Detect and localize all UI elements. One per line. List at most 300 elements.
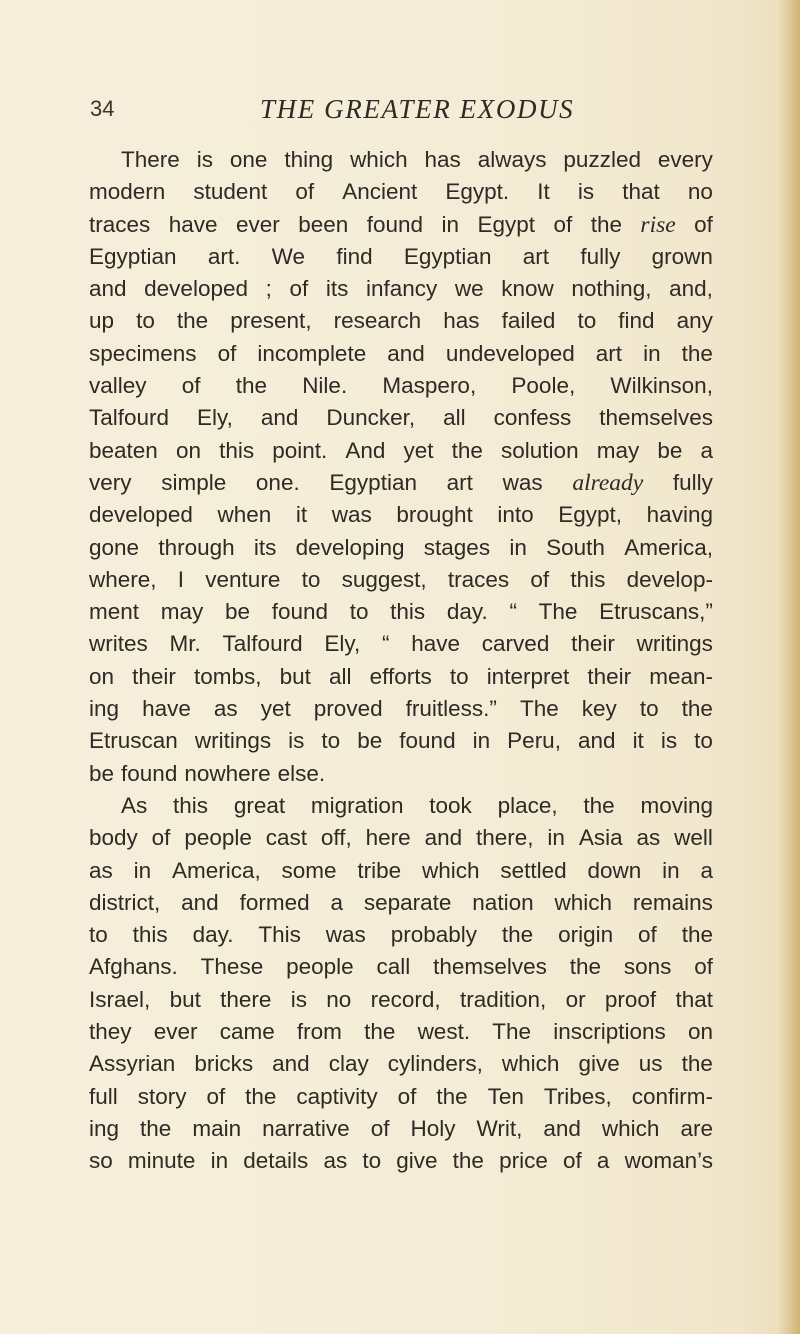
- word: one: [229, 147, 268, 172]
- word: to: [362, 1148, 382, 1174]
- text-line: [89, 273, 713, 305]
- word: stages: [423, 534, 491, 560]
- word: in: [210, 1148, 229, 1174]
- word: incomplete: [257, 340, 367, 366]
- word: it: [295, 502, 308, 528]
- word: nation: [472, 889, 534, 915]
- text-line: [89, 564, 713, 596]
- word: ever: [153, 1019, 198, 1045]
- word: where,: [89, 566, 157, 592]
- word: of: [563, 1148, 582, 1174]
- word: may: [160, 599, 204, 625]
- word: their: [571, 631, 615, 657]
- word: point.: [272, 437, 328, 463]
- word: as: [323, 1148, 348, 1174]
- word: Assyrian: [89, 1051, 176, 1077]
- word: tradition,: [459, 986, 547, 1012]
- text-line: [89, 855, 713, 887]
- word: Asia: [578, 825, 623, 851]
- word: valley: [89, 373, 147, 399]
- word: simple: [161, 469, 227, 495]
- word: minute: [127, 1148, 196, 1174]
- word: probably: [390, 922, 478, 948]
- word: moving: [640, 792, 713, 818]
- word: undeveloped: [445, 340, 575, 366]
- word: of: [295, 179, 315, 205]
- word: Etruscan: [89, 728, 178, 754]
- word: Holy: [410, 1115, 456, 1141]
- word: sons: [623, 954, 672, 980]
- word: settled: [500, 857, 567, 883]
- text-line: [89, 1145, 713, 1177]
- word: always: [477, 147, 547, 172]
- word: of: [206, 1083, 226, 1109]
- word: all: [329, 663, 352, 689]
- word: there: [220, 986, 272, 1012]
- word: came: [219, 1019, 275, 1045]
- word: fully: [580, 243, 621, 269]
- word: in: [662, 857, 680, 883]
- word: thing: [284, 147, 334, 172]
- word: been: [298, 211, 349, 237]
- word: Wilkinson,: [610, 373, 713, 399]
- word: the: [681, 340, 713, 366]
- word: Ely,: [197, 405, 233, 431]
- word: “: [509, 599, 517, 625]
- word: of: [553, 211, 573, 237]
- word: Tribes,: [543, 1083, 612, 1109]
- word: to: [639, 696, 659, 722]
- word: the: [451, 437, 483, 463]
- word: Peru,: [507, 728, 561, 754]
- word: has: [443, 308, 480, 334]
- text-line: [89, 1048, 713, 1080]
- word: developed: [89, 502, 193, 528]
- word: Talfourd: [222, 631, 303, 657]
- word: cast: [265, 825, 308, 851]
- text-line: [89, 402, 713, 434]
- word: in: [133, 857, 152, 883]
- word: of: [370, 1115, 390, 1141]
- text-line: [89, 1016, 713, 1048]
- word: fully: [672, 469, 713, 495]
- word: it: [632, 728, 644, 754]
- text-line: [89, 532, 713, 564]
- word: ing: [89, 1115, 120, 1141]
- word: give: [578, 1051, 620, 1077]
- word: to: [89, 922, 108, 948]
- word: into: [497, 502, 534, 528]
- word: research: [333, 308, 422, 334]
- word: grown: [651, 243, 713, 269]
- word: of: [217, 340, 237, 366]
- word: the: [681, 922, 713, 948]
- word: I: [177, 566, 185, 592]
- word: to: [301, 566, 321, 592]
- word: find: [336, 243, 373, 269]
- word: place,: [497, 792, 558, 818]
- word: We: [271, 243, 306, 269]
- word: beaten: [89, 437, 158, 463]
- word: suggest,: [341, 566, 427, 592]
- word: its: [325, 276, 349, 302]
- text-line: [89, 435, 713, 467]
- word: gone: [89, 534, 140, 560]
- word: Egypt: [477, 211, 536, 237]
- word: have: [411, 631, 461, 657]
- word: to: [136, 308, 155, 334]
- word: which: [501, 1051, 560, 1077]
- word: be: [357, 728, 383, 754]
- word: on: [175, 437, 201, 463]
- text-line: [89, 919, 713, 951]
- word: and: [260, 405, 299, 431]
- word: clay: [328, 1051, 369, 1077]
- word: as: [89, 857, 113, 883]
- word: else.: [277, 760, 326, 786]
- word: confirm-: [631, 1083, 713, 1109]
- text-line: [89, 725, 713, 757]
- word: ing: [89, 696, 120, 722]
- word: Egypt,: [558, 502, 623, 528]
- page-edge-shading: [778, 0, 800, 1334]
- word: Egypt.: [445, 179, 510, 205]
- word: their: [587, 663, 632, 689]
- word: this: [132, 922, 168, 948]
- word: the: [681, 1051, 713, 1077]
- word: separate: [363, 889, 452, 915]
- word: no: [687, 179, 713, 205]
- text-line: [89, 1113, 713, 1145]
- text-line: [89, 144, 713, 176]
- word: The: [492, 1019, 532, 1045]
- word: writes: [89, 631, 148, 657]
- word: Egyptian: [403, 243, 492, 269]
- word: on: [89, 663, 115, 689]
- page-header: [90, 94, 730, 134]
- word: traces: [89, 211, 151, 237]
- text-line: [89, 822, 713, 854]
- word: venture: [205, 566, 281, 592]
- word: of: [181, 373, 201, 399]
- word: woman’s: [624, 1148, 713, 1174]
- word: Nile.: [302, 373, 348, 399]
- word: “: [381, 631, 390, 657]
- word: proof: [604, 986, 657, 1012]
- word: be: [657, 437, 683, 463]
- word: efforts: [369, 663, 432, 689]
- word: themselves: [433, 954, 547, 980]
- word: writings: [194, 728, 272, 754]
- word: in: [509, 534, 527, 560]
- word: its: [253, 534, 277, 560]
- text-line: [89, 499, 713, 531]
- word: key: [581, 696, 617, 722]
- word: the: [569, 954, 602, 980]
- word: rise: [640, 211, 676, 238]
- word: Etruscans,”: [599, 599, 713, 625]
- word: and: [543, 1115, 581, 1141]
- text-line: [89, 951, 713, 983]
- text-line: [89, 693, 713, 725]
- word: The: [538, 599, 578, 625]
- word: remains: [632, 889, 713, 915]
- text-line: [89, 1081, 713, 1113]
- word: that: [675, 986, 713, 1012]
- word: developed: [144, 276, 248, 302]
- word: which: [601, 1115, 660, 1141]
- word: having: [646, 502, 713, 528]
- word: These: [200, 954, 264, 980]
- word: the: [590, 211, 622, 237]
- word: tribe: [357, 857, 402, 883]
- word: great: [233, 792, 286, 818]
- word: is: [290, 986, 307, 1012]
- word: here: [365, 825, 411, 851]
- word: to: [577, 308, 597, 334]
- word: and,: [669, 276, 713, 302]
- word: Egyptian: [329, 469, 417, 495]
- word: record,: [370, 986, 441, 1012]
- word: inscriptions: [553, 1019, 666, 1045]
- word: It: [537, 179, 550, 205]
- word: of: [694, 211, 713, 237]
- word: a: [330, 889, 343, 915]
- word: is: [196, 147, 213, 172]
- word: already: [572, 469, 644, 496]
- word: yet: [403, 437, 434, 463]
- word: ;: [265, 276, 272, 302]
- word: day.: [446, 599, 488, 625]
- word: America,: [171, 857, 261, 883]
- word: in: [547, 825, 565, 851]
- word: as: [636, 825, 661, 851]
- word: art: [595, 340, 623, 366]
- text-line: [89, 887, 713, 919]
- word: a: [700, 437, 713, 463]
- word: found: [271, 599, 328, 625]
- word: main: [192, 1115, 242, 1141]
- word: call: [376, 954, 411, 980]
- word: when: [217, 502, 272, 528]
- word: their: [132, 663, 176, 689]
- word: in: [643, 340, 661, 366]
- word: which: [422, 857, 480, 883]
- word: bricks: [194, 1051, 254, 1077]
- word: the: [364, 1019, 396, 1045]
- word: very: [89, 469, 132, 495]
- text-line: [89, 241, 713, 273]
- word: and: [181, 889, 219, 915]
- word: brought: [396, 502, 473, 528]
- word: this: [219, 437, 255, 463]
- word: day.: [192, 922, 234, 948]
- word: traces: [447, 566, 510, 592]
- word: know: [501, 276, 554, 302]
- word: to: [321, 728, 341, 754]
- word: are: [680, 1115, 713, 1141]
- word: found: [121, 760, 178, 786]
- word: solution: [501, 437, 579, 463]
- word: And: [345, 437, 386, 463]
- word: people: [286, 954, 354, 980]
- word: art.: [207, 243, 241, 269]
- word: ment: [89, 599, 140, 625]
- word: confess: [493, 405, 572, 431]
- word: of: [397, 1083, 417, 1109]
- word: America,: [624, 534, 713, 560]
- word: The: [519, 696, 559, 722]
- word: took: [429, 792, 472, 818]
- word: captivity: [296, 1083, 378, 1109]
- word: as: [213, 696, 238, 722]
- word: down: [587, 857, 642, 883]
- text-line: [89, 176, 713, 208]
- text-line: [89, 305, 713, 337]
- word: mean-: [649, 663, 713, 689]
- word: any: [676, 308, 713, 334]
- word: fruitless.”: [405, 696, 497, 722]
- word: specimens: [89, 340, 197, 366]
- word: the: [235, 373, 267, 399]
- word: price: [499, 1148, 548, 1174]
- word: is: [577, 179, 595, 205]
- word: find: [618, 308, 655, 334]
- word: from: [296, 1019, 342, 1045]
- word: Egyptian: [89, 243, 177, 269]
- text-line: [89, 370, 713, 402]
- word: Duncker,: [326, 405, 416, 431]
- text-line: [89, 790, 713, 822]
- word: to: [449, 663, 469, 689]
- word: but: [279, 663, 311, 689]
- text-line: [89, 628, 713, 660]
- word: student: [193, 179, 268, 205]
- word: has: [424, 147, 461, 172]
- word: story: [137, 1083, 187, 1109]
- word: migration: [310, 792, 404, 818]
- word: was: [331, 502, 372, 528]
- word: off,: [320, 825, 352, 851]
- word: of: [151, 825, 171, 851]
- word: is: [660, 728, 678, 754]
- word: narrative: [262, 1115, 350, 1141]
- word: a: [700, 857, 713, 883]
- word: may: [596, 437, 640, 463]
- running-title: THE GREATER EXODUS: [260, 94, 575, 124]
- word: which: [554, 889, 613, 915]
- word: interpret: [486, 663, 570, 689]
- word: present,: [230, 308, 312, 334]
- word: people: [184, 825, 252, 851]
- word: or: [565, 986, 586, 1012]
- word: of: [530, 566, 550, 592]
- word: found: [399, 728, 456, 754]
- word: this: [570, 566, 606, 592]
- page-number: 34: [90, 96, 115, 121]
- word: a: [596, 1148, 610, 1174]
- word: and: [89, 276, 127, 302]
- word: the: [452, 1148, 484, 1174]
- word: writings: [636, 631, 713, 657]
- word: Ancient: [342, 179, 418, 205]
- word: in: [441, 211, 460, 237]
- word: and: [272, 1051, 310, 1077]
- word: the: [436, 1083, 468, 1109]
- word: they: [89, 1019, 132, 1045]
- word: all: [443, 405, 466, 431]
- word: have: [142, 696, 191, 722]
- word: be: [224, 599, 250, 625]
- text-line: [89, 661, 713, 693]
- word: Israel,: [89, 986, 151, 1012]
- word: cylinders,: [387, 1051, 483, 1077]
- word: there,: [476, 825, 534, 851]
- word: of: [289, 276, 309, 302]
- word: the: [501, 922, 534, 948]
- word: in: [472, 728, 491, 754]
- word: art: [522, 243, 550, 269]
- word: the: [681, 696, 713, 722]
- word: have: [168, 211, 218, 237]
- word: Ten: [487, 1083, 524, 1109]
- word: give: [396, 1148, 438, 1174]
- word: the: [245, 1083, 277, 1109]
- word: infancy: [365, 276, 438, 302]
- word: and: [424, 825, 463, 851]
- word: district,: [89, 889, 161, 915]
- word: that: [622, 179, 660, 205]
- word: Mr.: [169, 631, 201, 657]
- text-line: [89, 209, 713, 241]
- text-line: [89, 984, 713, 1016]
- word: puzzled: [563, 147, 641, 172]
- word: the: [583, 792, 615, 818]
- word: is: [288, 728, 305, 754]
- word: so: [89, 1148, 113, 1174]
- word: developing: [295, 534, 405, 560]
- word: There: [121, 147, 180, 172]
- word: nowhere: [184, 760, 271, 786]
- word: proved: [313, 696, 383, 722]
- text-line: [89, 338, 713, 370]
- word: tombs,: [194, 663, 262, 689]
- word: modern: [89, 179, 166, 205]
- word: failed: [501, 308, 556, 334]
- word: Poole,: [511, 373, 576, 399]
- word: Ely,: [324, 631, 361, 657]
- word: on: [687, 1019, 713, 1045]
- word: this: [173, 792, 209, 818]
- word: Afghans.: [89, 954, 178, 980]
- word: us: [638, 1051, 663, 1077]
- word: South: [546, 534, 605, 560]
- word: As: [121, 792, 148, 818]
- word: up: [89, 308, 115, 334]
- word: but: [169, 986, 201, 1012]
- word: this: [390, 599, 426, 625]
- word: every: [657, 147, 713, 172]
- word: origin: [558, 922, 614, 948]
- word: of: [638, 922, 657, 948]
- word: art: [446, 469, 473, 495]
- word: Talfourd: [89, 405, 170, 431]
- word: Maspero,: [382, 373, 477, 399]
- word: was: [502, 469, 543, 495]
- word: the: [176, 308, 209, 334]
- word: and: [577, 728, 616, 754]
- word: to: [694, 728, 713, 754]
